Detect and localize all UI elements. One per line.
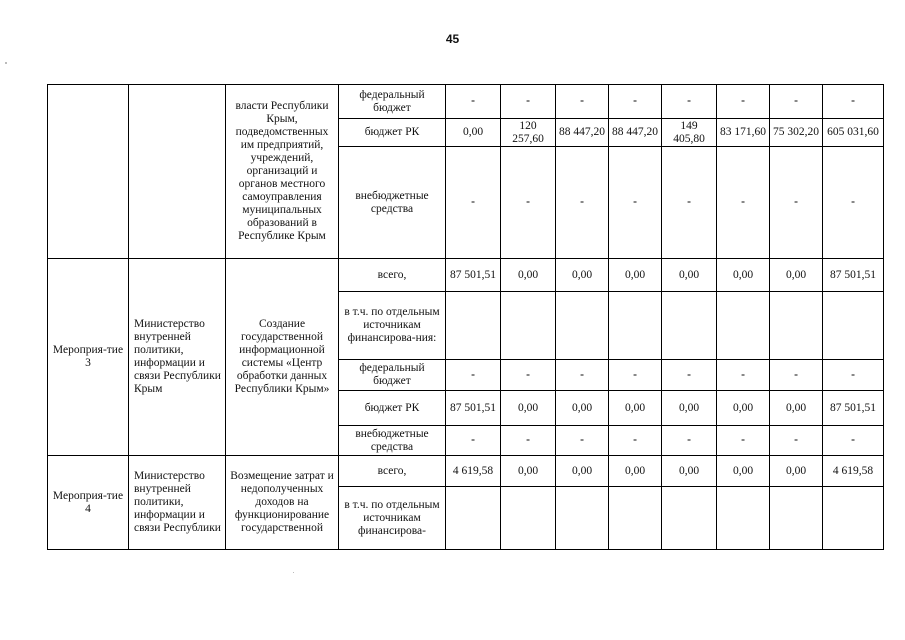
funding-value: - — [609, 85, 662, 119]
funding-value: 0,00 — [770, 391, 823, 426]
measure-name: Возмещение затрат и недополученных доходов на функционирование государственной — [226, 456, 339, 550]
funding-value: - — [446, 360, 501, 391]
measure-label — [48, 85, 129, 259]
scan-speck — [293, 572, 294, 573]
funding-value: 4 619,58 — [823, 456, 884, 487]
funding-value: - — [823, 85, 884, 119]
funding-value: - — [770, 360, 823, 391]
measure-name: власти Республики Крым, подведомственных им предприятий, учреждений, организаций и органов местного самоуправления муниципальных образований в Республике Крым — [226, 85, 339, 259]
funding-value: 120 257,60 — [501, 119, 556, 147]
funding-source: бюджет РК — [339, 391, 446, 426]
funding-value: 87 501,51 — [446, 259, 501, 292]
funding-value: - — [609, 426, 662, 456]
measure-name: Создание государственной информационной системы «Центр обработки данных Республики Крым» — [226, 259, 339, 456]
funding-value: 0,00 — [609, 456, 662, 487]
funding-value: - — [556, 147, 609, 259]
page-number: 45 — [445, 32, 460, 46]
funding-source: внебюджетные средства — [339, 426, 446, 456]
funding-value: - — [501, 426, 556, 456]
funding-source: внебюджетные средства — [339, 147, 446, 259]
funding-value: 0,00 — [662, 391, 717, 426]
funding-value — [770, 292, 823, 360]
funding-value: 605 031,60 — [823, 119, 884, 147]
funding-value: - — [662, 147, 717, 259]
funding-value — [770, 487, 823, 550]
funding-value: - — [717, 426, 770, 456]
measure-label: Мероприя-тие 3 — [48, 259, 129, 456]
funding-source: федеральный бюджет — [339, 360, 446, 391]
funding-value: - — [662, 426, 717, 456]
funding-value — [556, 487, 609, 550]
funding-value: - — [556, 360, 609, 391]
table-row — [48, 259, 884, 292]
funding-value: 0,00 — [556, 259, 609, 292]
funding-value: - — [823, 426, 884, 456]
funding-value: 88 447,20 — [556, 119, 609, 147]
funding-source: в т.ч. по отдельным источникам финансирова-ния: — [339, 292, 446, 360]
funding-value: 0,00 — [662, 259, 717, 292]
funding-value: 149 405,80 — [662, 119, 717, 147]
funding-value — [501, 487, 556, 550]
funding-value: 0,00 — [556, 391, 609, 426]
funding-value: 88 447,20 — [609, 119, 662, 147]
funding-value: 0,00 — [717, 456, 770, 487]
funding-value: - — [717, 85, 770, 119]
funding-value — [501, 292, 556, 360]
funding-value: - — [770, 85, 823, 119]
funding-value: - — [446, 147, 501, 259]
funding-value: 83 171,60 — [717, 119, 770, 147]
funding-value: 0,00 — [717, 259, 770, 292]
funding-value: - — [609, 360, 662, 391]
funding-source: в т.ч. по отдельным источникам финансирова- — [339, 487, 446, 550]
funding-value: 0,00 — [609, 391, 662, 426]
funding-value: 0,00 — [501, 456, 556, 487]
funding-value: 0,00 — [501, 259, 556, 292]
funding-value: - — [446, 426, 501, 456]
funding-value: - — [662, 85, 717, 119]
funding-value — [556, 292, 609, 360]
funding-value: 4 619,58 — [446, 456, 501, 487]
funding-value — [446, 292, 501, 360]
funding-value — [446, 487, 501, 550]
funding-value: - — [823, 147, 884, 259]
funding-value: - — [717, 360, 770, 391]
funding-source: всего, — [339, 456, 446, 487]
funding-value — [662, 487, 717, 550]
funding-value — [823, 487, 884, 550]
funding-value: - — [662, 360, 717, 391]
funding-value: 87 501,51 — [823, 259, 884, 292]
budget-table — [47, 84, 884, 550]
table-row — [48, 85, 884, 119]
funding-value: - — [501, 360, 556, 391]
responsible-executor: Министерство внутренней политики, информации и связи Республики Крым — [129, 259, 226, 456]
funding-value: - — [556, 85, 609, 119]
table-row — [48, 456, 884, 487]
funding-value: 0,00 — [770, 456, 823, 487]
funding-value — [823, 292, 884, 360]
funding-value: - — [770, 426, 823, 456]
funding-value: 0,00 — [717, 391, 770, 426]
funding-value: 0,00 — [770, 259, 823, 292]
funding-value: 87 501,51 — [446, 391, 501, 426]
funding-value: - — [446, 85, 501, 119]
funding-value — [717, 292, 770, 360]
funding-value — [662, 292, 717, 360]
funding-value: 0,00 — [609, 259, 662, 292]
funding-value: 0,00 — [662, 456, 717, 487]
funding-value: - — [770, 147, 823, 259]
funding-value: 0,00 — [446, 119, 501, 147]
funding-value: 0,00 — [501, 391, 556, 426]
funding-value: - — [556, 426, 609, 456]
funding-value — [717, 487, 770, 550]
funding-value: 87 501,51 — [823, 391, 884, 426]
funding-source: бюджет РК — [339, 119, 446, 147]
scan-speck — [5, 62, 7, 64]
responsible-executor — [129, 85, 226, 259]
funding-value: 75 302,20 — [770, 119, 823, 147]
funding-source: федеральный бюджет — [339, 85, 446, 119]
funding-source: всего, — [339, 259, 446, 292]
funding-value — [609, 487, 662, 550]
funding-value: - — [501, 147, 556, 259]
measure-label: Мероприя-тие 4 — [48, 456, 129, 550]
funding-value: - — [823, 360, 884, 391]
funding-value: - — [717, 147, 770, 259]
responsible-executor: Министерство внутренней политики, информации и связи Республики — [129, 456, 226, 550]
funding-value: - — [501, 85, 556, 119]
funding-value: - — [609, 147, 662, 259]
funding-value: 0,00 — [556, 456, 609, 487]
funding-value — [609, 292, 662, 360]
